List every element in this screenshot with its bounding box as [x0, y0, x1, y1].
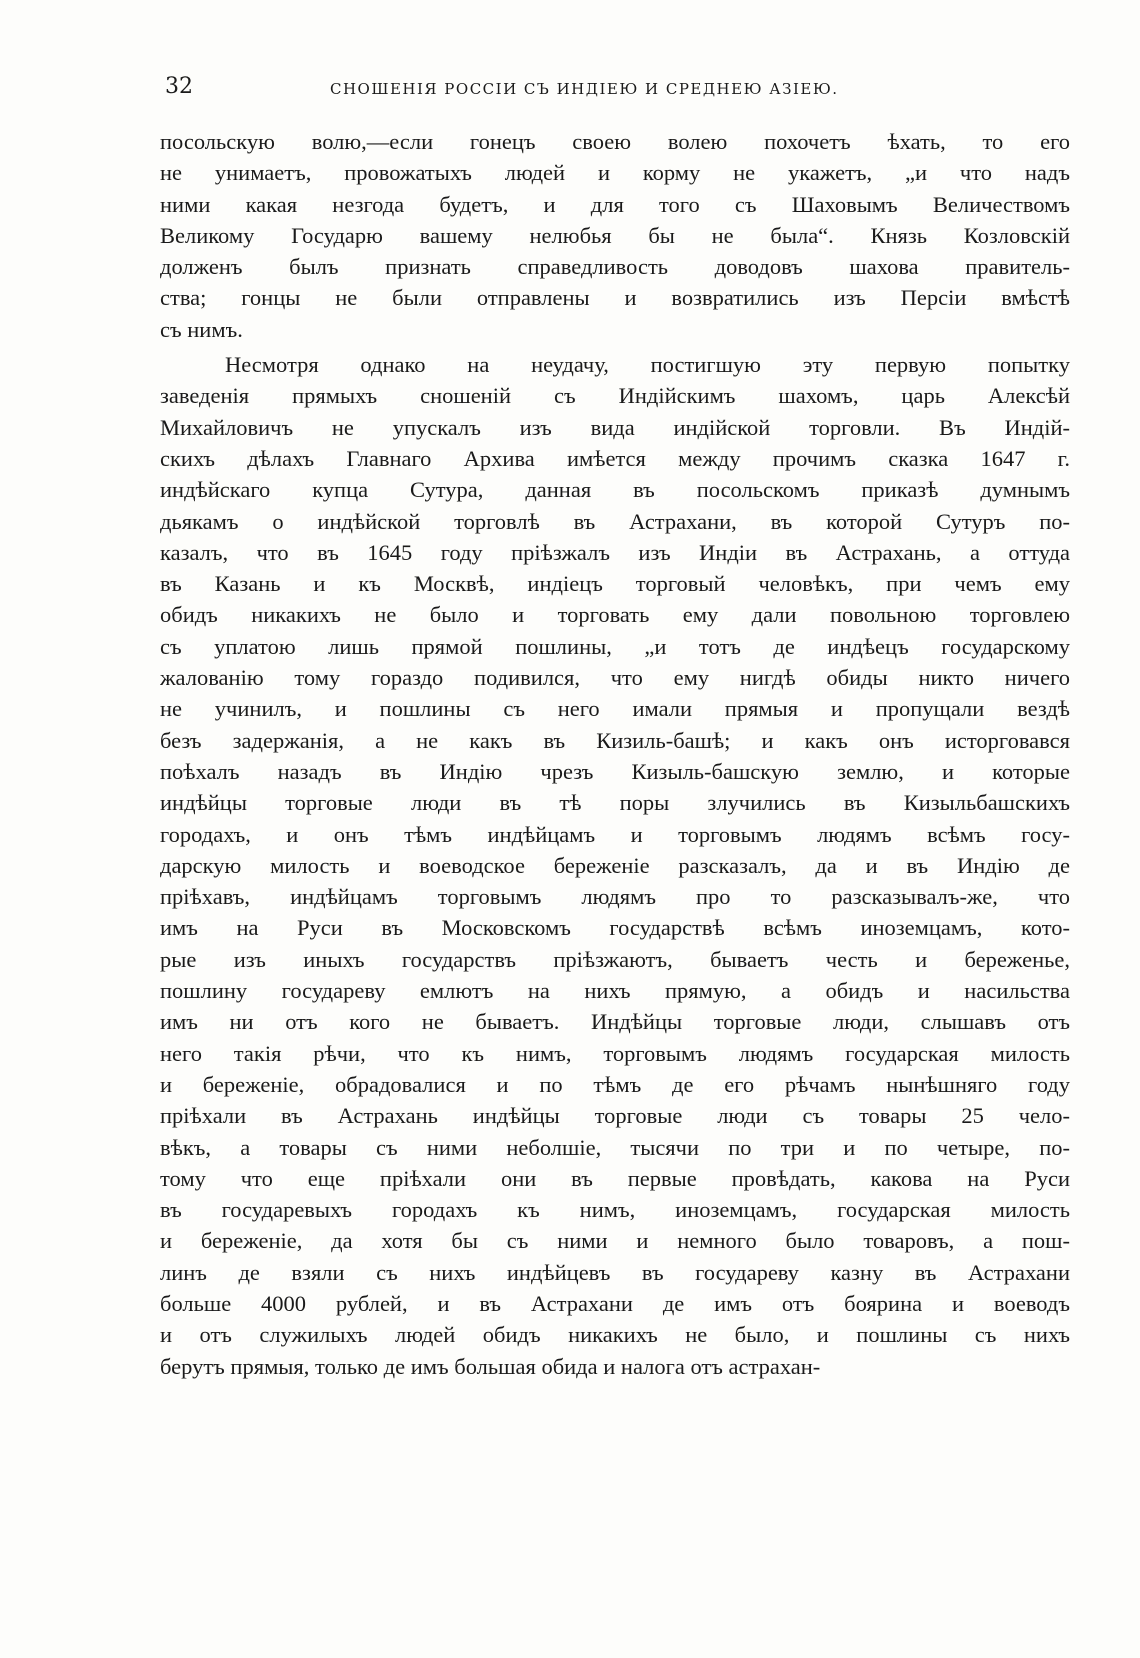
text-line: ства; гонцы не были отправлены и возвратились изъ Персіи вмѣстѣ: [160, 285, 1070, 311]
text-line: и отъ служилыхъ людей обидъ никакихъ не было, и пошлины съ нихъ: [160, 1322, 1070, 1348]
text-line: индѣйскаго купца Сутура, данная въ посольскомъ приказѣ думнымъ: [160, 477, 1070, 503]
paragraph: [160, 126, 1070, 345]
text-line: больше 4000 рублей, и въ Астрахани де имъ отъ боярина и воеводъ: [160, 1290, 1070, 1316]
text-line: рые изъ иныхъ государствъ пріѣзжаютъ, бываетъ честь и береженье,: [160, 946, 1070, 972]
text-line: въ Казань и къ Москвѣ, индіецъ торговый человѣкъ, при чемъ ему: [160, 571, 1070, 597]
text-line: пріѣхавъ, индѣйцамъ торговымъ людямъ про то разсказывалъ-же, что: [160, 884, 1070, 910]
text-line: безъ задержанія, а не какъ въ Кизиль-башѣ; и какъ онъ исторговався: [160, 727, 1070, 753]
text-line: ними какая незгода будетъ, и для того съ Шаховымъ Величествомъ: [160, 191, 1070, 217]
text-line: посольскую волю,—если гонецъ своею волею похочетъ ѣхать, то его: [160, 129, 1070, 154]
text-line: заведенія прямыхъ сношеній съ Индійскимъ шахомъ, царь Алексѣй: [160, 383, 1070, 409]
running-head: СНОШЕНІЯ РОССІИ СЪ ИНДІЕЮ И СРЕДНЕЮ АЗІЕЮ.: [330, 80, 839, 98]
page-number: 32: [165, 74, 193, 99]
text-line: съ уплатою лишь прямой пошлины, „и тотъ де индѣецъ государскому: [160, 633, 1070, 659]
text-line: пріѣхали въ Астрахань индѣйцы торговые люди съ товары 25 чело-: [160, 1103, 1070, 1129]
page-header: [165, 72, 935, 112]
text-line: дьякамъ о индѣйской торговлѣ въ Астрахани, въ которой Сутуръ по-: [160, 508, 1070, 534]
text-line: казалъ, что въ 1645 году пріѣзжалъ изъ Индіи въ Астрахань, а оттуда: [160, 539, 1070, 565]
text-line: дарскую милость и воеводское береженіе разсказалъ, да и въ Индію де: [160, 852, 1070, 878]
text-line: долженъ былъ признать справедливость доводовъ шахова правитель-: [160, 254, 1070, 280]
text-line: линъ де взяли съ нихъ индѣйцевъ въ государеву казну въ Астрахани: [160, 1259, 1070, 1285]
text-line: берутъ прямыя, только де имъ большая обида и налога отъ астрахан-: [160, 1353, 821, 1379]
text-line: него такія рѣчи, что къ нимъ, торговымъ людямъ государская милость: [160, 1040, 1070, 1066]
body-text: [160, 126, 1070, 1382]
text-line: пошлину государеву емлютъ на нихъ прямую, а обидъ и насильства: [160, 978, 1070, 1004]
text-line: скихъ дѣлахъ Главнаго Архива имѣется между прочимъ сказка 1647 г.: [160, 445, 1070, 471]
text-line: не унимаетъ, провожатыхъ людей и корму не укажетъ, „и что надъ: [160, 160, 1070, 186]
text-line: не учинилъ, и пошлины съ него имали прямыя и пропущали вездѣ: [160, 696, 1070, 722]
text-line: съ нимъ.: [160, 316, 243, 342]
text-line: имъ ни отъ кого не бываетъ. Индѣйцы торговые люди, слышавъ отъ: [160, 1009, 1070, 1035]
text-line: тому что еще пріѣхали они въ первые провѣдать, какова на Руси: [160, 1165, 1070, 1191]
text-line: обидъ никакихъ не было и торговать ему дали повольною торговлею: [160, 602, 1070, 628]
text-line: Михайловичъ не упускалъ изъ вида индійской торговли. Въ Индій-: [160, 414, 1070, 440]
paragraph: [160, 349, 1070, 1382]
text-line: городахъ, и онъ тѣмъ индѣйцамъ и торговымъ людямъ всѣмъ госу-: [160, 821, 1070, 847]
text-line: вѣкъ, а товары съ ними неболшіе, тысячи по три и по четыре, по-: [160, 1134, 1070, 1160]
text-line: Великому Государю вашему нелюбья бы не была“. Князь Козловскій: [160, 222, 1070, 248]
text-line: имъ на Руси въ Московскомъ государствѣ всѣмъ иноземцамъ, кото-: [160, 915, 1070, 941]
text-line: жалованію тому гораздо подивился, что ему нигдѣ обиды никто ничего: [160, 665, 1070, 691]
text-line: Несмотря однако на неудачу, постигшую эту первую попытку: [225, 352, 1070, 378]
text-line: и береженіе, обрадовалися и по тѣмъ де его рѣчамъ нынѣшняго году: [160, 1071, 1070, 1097]
text-line: въ государевыхъ городахъ къ нимъ, иноземцамъ, государская милость: [160, 1197, 1070, 1223]
text-line: и береженіе, да хотя бы съ ними и немного было товаровъ, а пош-: [160, 1228, 1070, 1254]
text-line: индѣйцы торговые люди въ тѣ поры злучились въ Кизыльбашскихъ: [160, 790, 1070, 816]
text-line: поѣхалъ назадъ въ Индію чрезъ Кизыль-башскую землю, и которые: [160, 758, 1070, 784]
